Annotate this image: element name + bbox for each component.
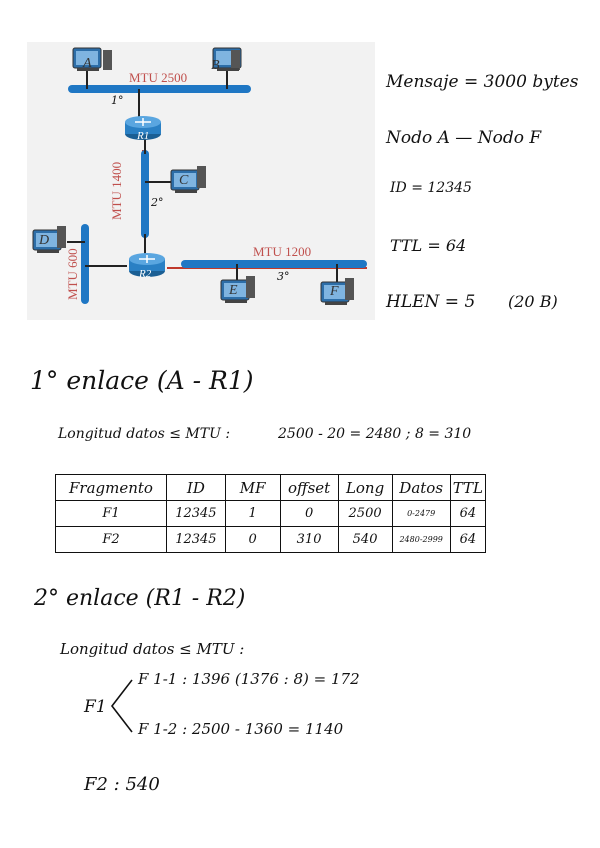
table-header-row	[56, 475, 486, 501]
fragment-table	[55, 474, 486, 553]
host-label-f: F	[330, 284, 339, 299]
note-mensaje: Mensaje = 3000 bytes	[386, 72, 579, 92]
computer-icon-d	[33, 226, 66, 253]
section2-f1-1: F 1-1 : 1396 (1376 : 8) = 172	[138, 670, 360, 688]
host-label-c: C	[179, 173, 189, 188]
section2-formula-label: Longitud datos ≤ MTU :	[60, 640, 245, 658]
cell-long: 540	[338, 527, 392, 553]
table-row	[56, 501, 486, 527]
link-label-1: 1°	[111, 94, 124, 107]
cell-ttl: 64	[450, 527, 485, 553]
section1-formula: 2500 - 20 = 2480 ; 8 = 310	[278, 426, 472, 442]
computer-icon-e	[221, 276, 255, 303]
section2-f1-2: F 1-2 : 2500 - 1360 = 1140	[138, 720, 344, 738]
table-row	[56, 527, 486, 553]
note-hlen-bytes: (20 B)	[508, 292, 558, 311]
section1-title: 1° enlace (A - R1)	[30, 366, 254, 395]
network-diagram	[27, 42, 375, 320]
host-label-b: B	[211, 58, 220, 73]
cell-offset: 310	[280, 527, 338, 553]
header-datos: Datos	[392, 475, 450, 501]
mtu-label-middle: MTU 1400	[109, 161, 124, 220]
note-hlen: HLEN = 5	[386, 292, 476, 312]
cell-datos: 0-2479	[392, 501, 450, 527]
note-id: ID = 12345	[390, 180, 472, 196]
cell-id: 12345	[166, 501, 225, 527]
host-label-e: E	[229, 283, 238, 298]
header-id: ID	[166, 475, 225, 501]
header-long: Long	[338, 475, 392, 501]
cell-ttl: 64	[450, 501, 485, 527]
router-label-r1: R1	[137, 130, 150, 142]
header-mf: MF	[225, 475, 280, 501]
host-label-a: A	[83, 56, 92, 71]
header-offset: offset	[280, 475, 338, 501]
cell-offset: 0	[280, 501, 338, 527]
link-label-2: 2°	[151, 196, 164, 209]
mtu-label-top: MTU 2500	[129, 70, 188, 85]
link-label-3: 3°	[277, 270, 290, 283]
cell-fragmento: F2	[56, 527, 167, 553]
computer-icon-a	[73, 48, 112, 71]
note-ttl: TTL = 64	[390, 236, 467, 255]
header-ttl: TTL	[450, 475, 485, 501]
router-label-r2: R2	[139, 268, 152, 280]
header-fragmento: Fragmento	[56, 475, 167, 501]
cell-datos: 2480-2999	[392, 527, 450, 553]
cell-mf: 1	[225, 501, 280, 527]
section2-f2: F2 : 540	[84, 774, 160, 795]
section2-title: 2° enlace (R1 - R2)	[34, 586, 246, 611]
cell-fragmento: F1	[56, 501, 167, 527]
note-nodos: Nodo A — Nodo F	[386, 128, 542, 148]
cell-long: 2500	[338, 501, 392, 527]
mtu-label-right: MTU 1200	[253, 244, 312, 259]
section1-formula-label: Longitud datos ≤ MTU :	[58, 426, 231, 442]
section2-f1-label: F1	[84, 697, 107, 717]
mtu-label-left: MTU 600	[65, 248, 80, 300]
cell-mf: 0	[225, 527, 280, 553]
host-label-d: D	[39, 233, 50, 248]
cell-id: 12345	[166, 527, 225, 553]
computer-icon-c	[171, 166, 206, 193]
brace-icon	[106, 676, 136, 736]
